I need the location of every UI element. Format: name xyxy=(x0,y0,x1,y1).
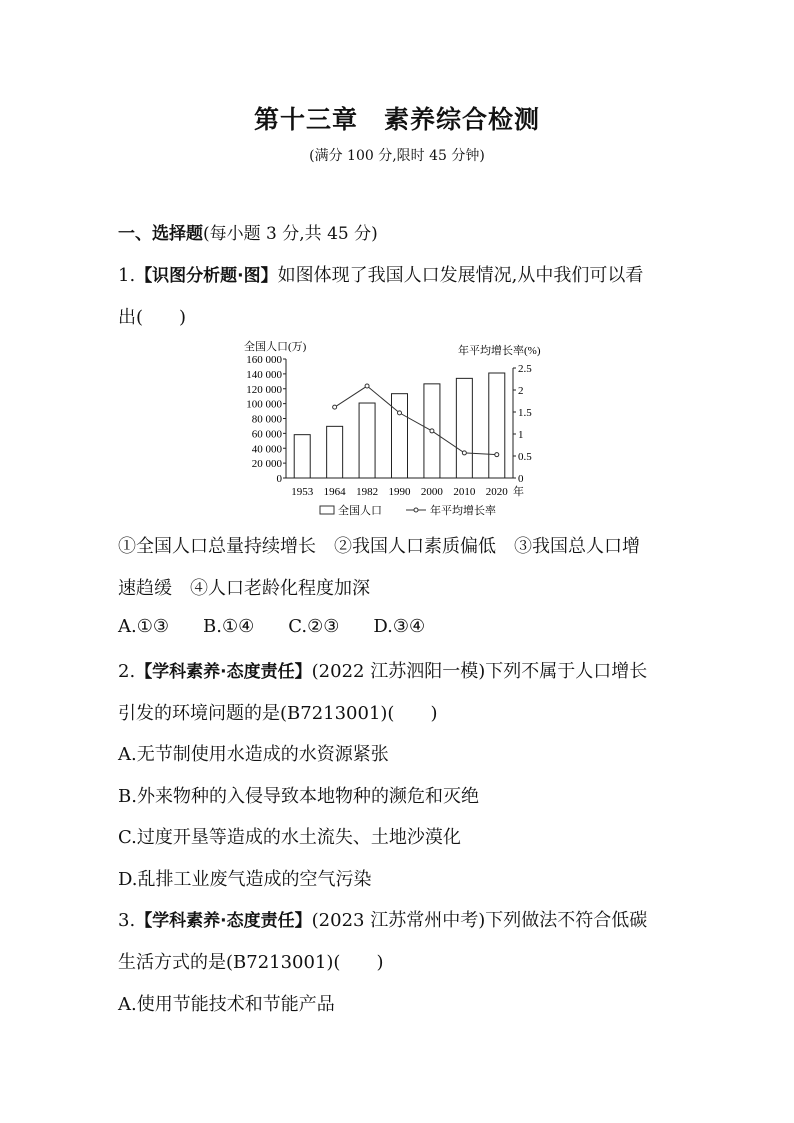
right-tick-label: 2.5 xyxy=(518,363,532,375)
legend-bar-swatch xyxy=(320,506,334,514)
q3-number: 3. xyxy=(118,910,136,931)
population-chart xyxy=(230,334,570,524)
section-heading xyxy=(118,219,378,244)
q3-stem-line2: 生活方式的是(B7213001)( ) xyxy=(118,952,384,973)
growth-rate-point-2010 xyxy=(462,451,466,455)
bar-1964 xyxy=(327,426,343,478)
x-tick-label: 2020 xyxy=(485,486,508,498)
x-tick-label: 1953 xyxy=(291,486,314,498)
chart-right-axis-label: 年平均增长率(%) xyxy=(458,345,541,357)
q1-stem xyxy=(118,261,643,287)
left-tick-label: 160 000 xyxy=(246,354,282,366)
x-tick-label: 2010 xyxy=(453,486,476,498)
right-tick-label: 0.5 xyxy=(518,451,532,463)
legend-item-population: 全国人口 xyxy=(338,505,382,517)
x-tick-label: 2000 xyxy=(420,486,443,498)
q1-tag: 【识图分析题·图】 xyxy=(135,266,278,286)
page-subtitle: (满分 100 分,限时 45 分钟) xyxy=(309,148,485,164)
bar-1990 xyxy=(392,394,408,478)
q1-option-d[interactable]: D.③④ xyxy=(373,616,426,637)
q2-tag: 【学科素养·态度责任】 xyxy=(135,662,312,682)
left-tick-label: 0 xyxy=(276,473,282,485)
chart-x-unit: 年 xyxy=(513,486,524,498)
bar-1953 xyxy=(294,435,310,478)
q1-options xyxy=(118,616,459,637)
legend-line-marker xyxy=(414,508,418,512)
q1-option-b[interactable]: B.①④ xyxy=(203,616,255,637)
q3-tag: 【学科素养·态度责任】 xyxy=(135,911,312,931)
q2-stem xyxy=(118,657,647,683)
q1-statements-line2: 速趋缓 ④人口老龄化程度加深 xyxy=(118,578,370,599)
q2-option-b[interactable]: B.外来物种的入侵导致本地物种的濒危和灭绝 xyxy=(118,786,479,807)
q1-number: 1. xyxy=(118,265,136,286)
growth-rate-point-1982 xyxy=(365,384,369,388)
left-tick-label: 60 000 xyxy=(251,428,282,441)
q3-stem-line1: (2023 江苏常州中考)下列做法不符合低碳 xyxy=(311,910,648,931)
section-note: (每小题 3 分,共 45 分) xyxy=(203,224,378,244)
q1-option-c[interactable]: C.②③ xyxy=(288,616,340,637)
x-tick-label: 1990 xyxy=(388,486,411,498)
chart-left-axis-label: 全国人口(万) xyxy=(244,341,307,353)
growth-rate-point-2000 xyxy=(430,429,434,433)
growth-rate-point-2020 xyxy=(495,453,499,457)
left-tick-label: 140 000 xyxy=(246,368,282,381)
bar-2010 xyxy=(456,378,472,478)
q3-stem xyxy=(118,906,647,932)
q2-option-c[interactable]: C.过度开垦等造成的水土流失、土地沙漠化 xyxy=(118,827,461,848)
q2-number: 2. xyxy=(118,661,136,682)
q1-stem-line1: 如图体现了我国人口发展情况,从中我们可以看 xyxy=(277,265,644,286)
q1-statements-line1: ①全国人口总量持续增长 ②我国人口素质偏低 ③我国总人口增 xyxy=(118,536,640,557)
left-tick-label: 100 000 xyxy=(246,398,282,411)
right-tick-label: 1.5 xyxy=(518,407,532,419)
q3-option-a[interactable]: A.使用节能技术和节能产品 xyxy=(118,994,335,1015)
q2-option-a[interactable]: A.无节制使用水造成的水资源紧张 xyxy=(118,744,389,765)
page-title: 第十三章 素养综合检测 xyxy=(253,105,540,134)
q1-stem-line2: 出( ) xyxy=(118,307,187,328)
right-tick-label: 1 xyxy=(518,429,524,441)
x-tick-label: 1982 xyxy=(356,486,379,498)
q2-stem-line1: (2022 江苏泗阳一模)下列不属于人口增长 xyxy=(311,661,648,682)
left-tick-label: 80 000 xyxy=(251,413,282,426)
left-tick-label: 120 000 xyxy=(246,383,282,396)
legend-item-growth-rate: 年平均增长率 xyxy=(430,505,496,517)
left-tick-label: 20 000 xyxy=(251,458,282,471)
q2-stem-line2: 引发的环境问题的是(B7213001)( ) xyxy=(118,703,438,724)
q1-option-a[interactable]: A.①③ xyxy=(118,616,169,637)
left-tick-label: 40 000 xyxy=(251,443,282,456)
right-tick-label: 0 xyxy=(518,473,524,485)
growth-rate-point-1964 xyxy=(333,405,337,409)
right-tick-label: 2 xyxy=(518,385,524,397)
growth-rate-point-1990 xyxy=(398,411,402,415)
bar-2020 xyxy=(489,373,505,478)
section-label: 一、选择题 xyxy=(118,224,203,244)
x-tick-label: 1964 xyxy=(323,486,346,498)
q2-option-d[interactable]: D.乱排工业废气造成的空气污染 xyxy=(118,869,372,890)
chart-legend xyxy=(320,503,496,517)
bar-1982 xyxy=(359,403,375,478)
